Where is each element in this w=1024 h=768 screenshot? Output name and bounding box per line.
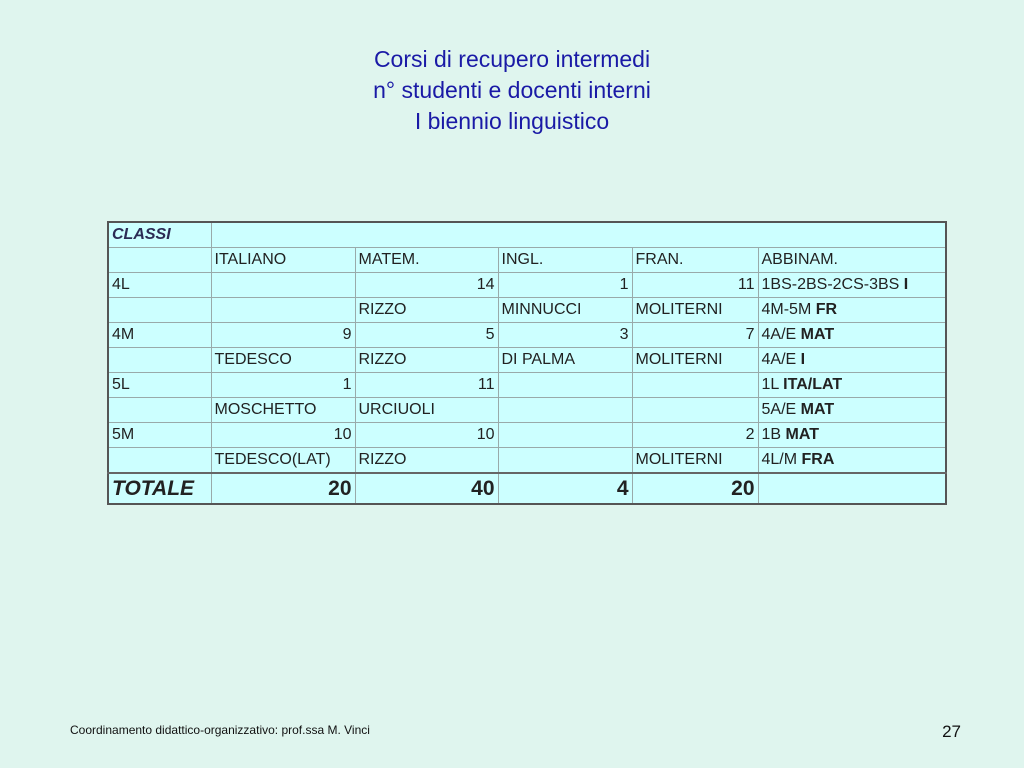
table-row [108,298,946,323]
abbinam-subject: MAT [800,326,835,343]
header-matem: MATEM. [355,248,498,273]
header-fran: FRAN. [632,248,758,273]
table-row [108,448,946,474]
footer-text: Coordinamento didattico-organizzativo: prof.ssa M. Vinci [70,723,370,737]
abbinam-subject: MAT [800,401,835,418]
header-ingl: INGL. [498,248,632,273]
abbinam-subject: I [800,351,806,368]
table-row [108,398,946,423]
abbinam-classes: 4A/E [761,351,797,368]
table-cell: RIZZO [355,298,498,323]
table-cell: TEDESCO(LAT) [211,448,355,474]
table-cell [632,373,758,398]
total-row [108,473,946,504]
table-row [108,423,946,448]
table-cell: DI PALMA [498,348,632,373]
table-cell: 5 [355,323,498,348]
table-cell [632,398,758,423]
table-cell: RIZZO [355,448,498,474]
table-cell: 3 [498,323,632,348]
table-cell [498,423,632,448]
header-italiano: ITALIANO [211,248,355,273]
header-abbinam: ABBINAM. [758,248,946,273]
table-cell: MOLITERNI [632,448,758,474]
table-cell: MINNUCCI [498,298,632,323]
header-empty-cell [108,248,211,273]
table-cell: 2 [632,423,758,448]
abbinam-classes: 4A/E [761,326,797,343]
total-value [758,473,946,504]
classi-row [108,222,946,248]
class-cell: 4M [108,323,211,348]
table-cell: 1 [498,273,632,298]
table-cell: MOLITERNI [632,298,758,323]
table-cell [498,373,632,398]
abbinam-classes: 5A/E [761,401,797,418]
table-cell: 11 [632,273,758,298]
title-line-3: I biennio linguistico [414,108,610,134]
title-line-2: n° studenti e docenti interni [373,77,651,103]
table-cell: TEDESCO [211,348,355,373]
courses-table [107,221,947,505]
table-cell: 14 [355,273,498,298]
table-cell: URCIUOLI [355,398,498,423]
courses-table-container [107,221,947,505]
abbinam-cell [758,398,946,423]
table-cell: 1 [211,373,355,398]
table-cell: 11 [355,373,498,398]
table-cell: 9 [211,323,355,348]
abbinam-cell [758,423,946,448]
table-cell [211,298,355,323]
abbinam-subject: FR [815,301,838,318]
table-cell [498,448,632,474]
abbinam-classes: 1B [761,426,782,443]
abbinam-classes: 1L [761,376,779,393]
class-cell [108,448,211,474]
abbinam-cell [758,448,946,474]
class-cell: 4L [108,273,211,298]
table-cell: RIZZO [355,348,498,373]
abbinam-cell [758,273,946,298]
class-cell [108,398,211,423]
abbinam-cell [758,348,946,373]
table-cell [211,273,355,298]
page-number: 27 [942,722,961,741]
class-cell [108,298,211,323]
header-row [108,248,946,273]
table-row [108,348,946,373]
classi-empty-cell [211,222,946,248]
abbinam-subject: I [903,276,909,293]
table-cell: 10 [355,423,498,448]
class-cell: 5M [108,423,211,448]
table-cell: 10 [211,423,355,448]
table-row [108,323,946,348]
abbinam-cell [758,298,946,323]
abbinam-classes: 4M-5M [761,301,812,318]
slide-title [0,44,1024,137]
table-cell: MOSCHETTO [211,398,355,423]
total-value: 4 [498,473,632,504]
table-cell: MOLITERNI [632,348,758,373]
class-cell [108,348,211,373]
abbinam-classes: 4L/M [761,451,798,468]
table-cell [498,398,632,423]
classi-label: CLASSI [108,222,211,248]
table-row [108,273,946,298]
table-cell: 7 [632,323,758,348]
title-line-1: Corsi di recupero intermedi [373,46,651,72]
total-value: 40 [355,473,498,504]
abbinam-subject: FRA [801,451,835,468]
total-value: 20 [211,473,355,504]
total-label: TOTALE [108,473,211,504]
abbinam-cell [758,373,946,398]
abbinam-subject: ITA/LAT [783,376,843,393]
abbinam-classes: 1BS-2BS-2CS-3BS [761,276,900,293]
abbinam-subject: MAT [785,426,819,443]
table-row [108,373,946,398]
total-value: 20 [632,473,758,504]
abbinam-cell [758,323,946,348]
class-cell: 5L [108,373,211,398]
